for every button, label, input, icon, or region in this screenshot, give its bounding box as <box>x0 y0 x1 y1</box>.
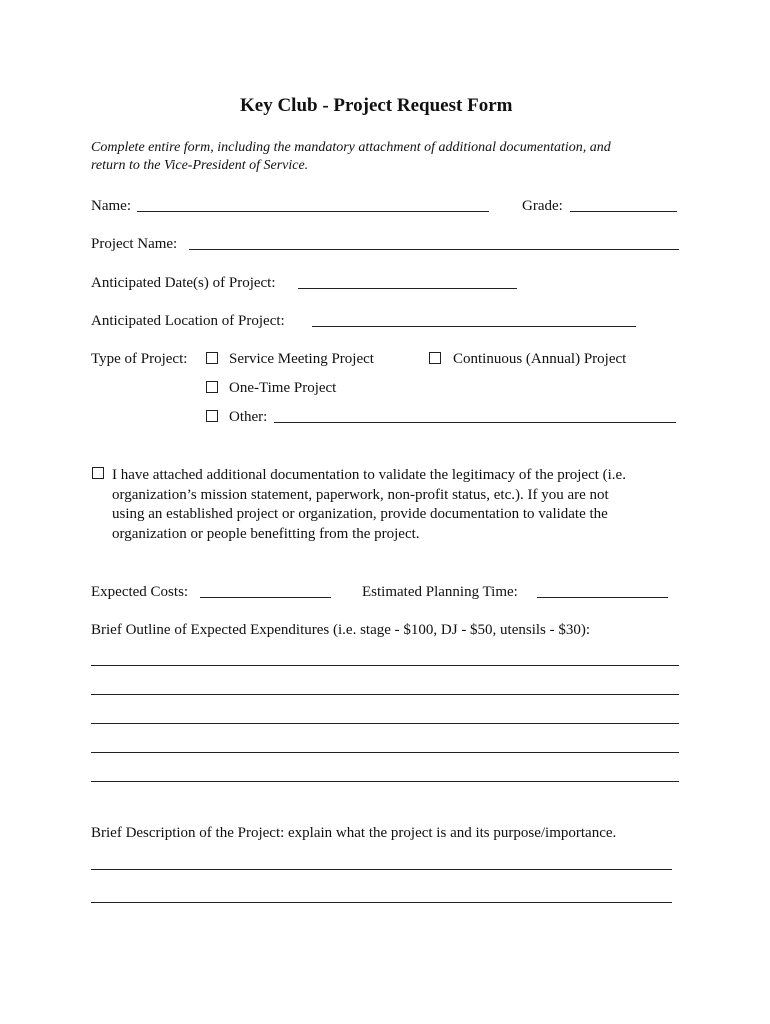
other-checkbox[interactable] <box>206 410 218 422</box>
expenditures-line-1[interactable] <box>91 665 679 666</box>
form-title: Key Club - Project Request Form <box>240 95 513 116</box>
grade-field[interactable] <box>570 211 677 212</box>
name-label: Name: <box>91 198 131 214</box>
continuous-label: Continuous (Annual) Project <box>453 351 627 367</box>
expenditures-line-3[interactable] <box>91 723 679 724</box>
name-field[interactable] <box>137 211 489 212</box>
location-label: Anticipated Location of Project: <box>91 313 285 329</box>
attachment-checkbox[interactable] <box>92 467 104 479</box>
expenditures-label: Brief Outline of Expected Expenditures (i.e. stage - $100, DJ - $50, utensils - $30): <box>91 622 591 638</box>
project-name-field[interactable] <box>189 249 679 250</box>
project-name-label: Project Name: <box>91 236 178 252</box>
description-line-2[interactable] <box>91 902 672 903</box>
location-field[interactable] <box>312 326 636 327</box>
type-label: Type of Project: <box>91 351 188 367</box>
planning-time-label: Estimated Planning Time: <box>362 584 518 600</box>
service-meeting-label: Service Meeting Project <box>229 351 374 367</box>
costs-field[interactable] <box>200 597 331 598</box>
description-line-1[interactable] <box>91 869 672 870</box>
attachment-line-1: I have attached additional documentation to validate the legitimacy of the project (i.e. <box>112 467 626 483</box>
attachment-line-4: organization or people benefitting from the project. <box>112 526 420 542</box>
grade-label: Grade: <box>522 198 563 214</box>
instructions-line-2: return to the Vice-President of Service. <box>91 158 309 173</box>
dates-field[interactable] <box>298 288 517 289</box>
expenditures-line-5[interactable] <box>91 781 679 782</box>
costs-label: Expected Costs: <box>91 584 189 600</box>
one-time-checkbox[interactable] <box>206 381 218 393</box>
other-label: Other: <box>229 409 268 425</box>
attachment-line-2: organization’s mission statement, paperwork, non-profit status, etc.). If you are not <box>112 487 609 503</box>
service-meeting-checkbox[interactable] <box>206 352 218 364</box>
expenditures-line-4[interactable] <box>91 752 679 753</box>
expenditures-line-2[interactable] <box>91 694 679 695</box>
one-time-label: One-Time Project <box>229 380 337 396</box>
description-label: Brief Description of the Project: explain what the project is and its purpose/importance. <box>91 825 617 841</box>
planning-time-field[interactable] <box>537 597 668 598</box>
dates-label: Anticipated Date(s) of Project: <box>91 275 276 291</box>
instructions-line-1: Complete entire form, including the mandatory attachment of additional documentation, and <box>91 140 611 155</box>
continuous-checkbox[interactable] <box>429 352 441 364</box>
attachment-line-3: using an established project or organization, provide documentation to validate the <box>112 506 608 522</box>
other-field[interactable] <box>274 422 676 423</box>
